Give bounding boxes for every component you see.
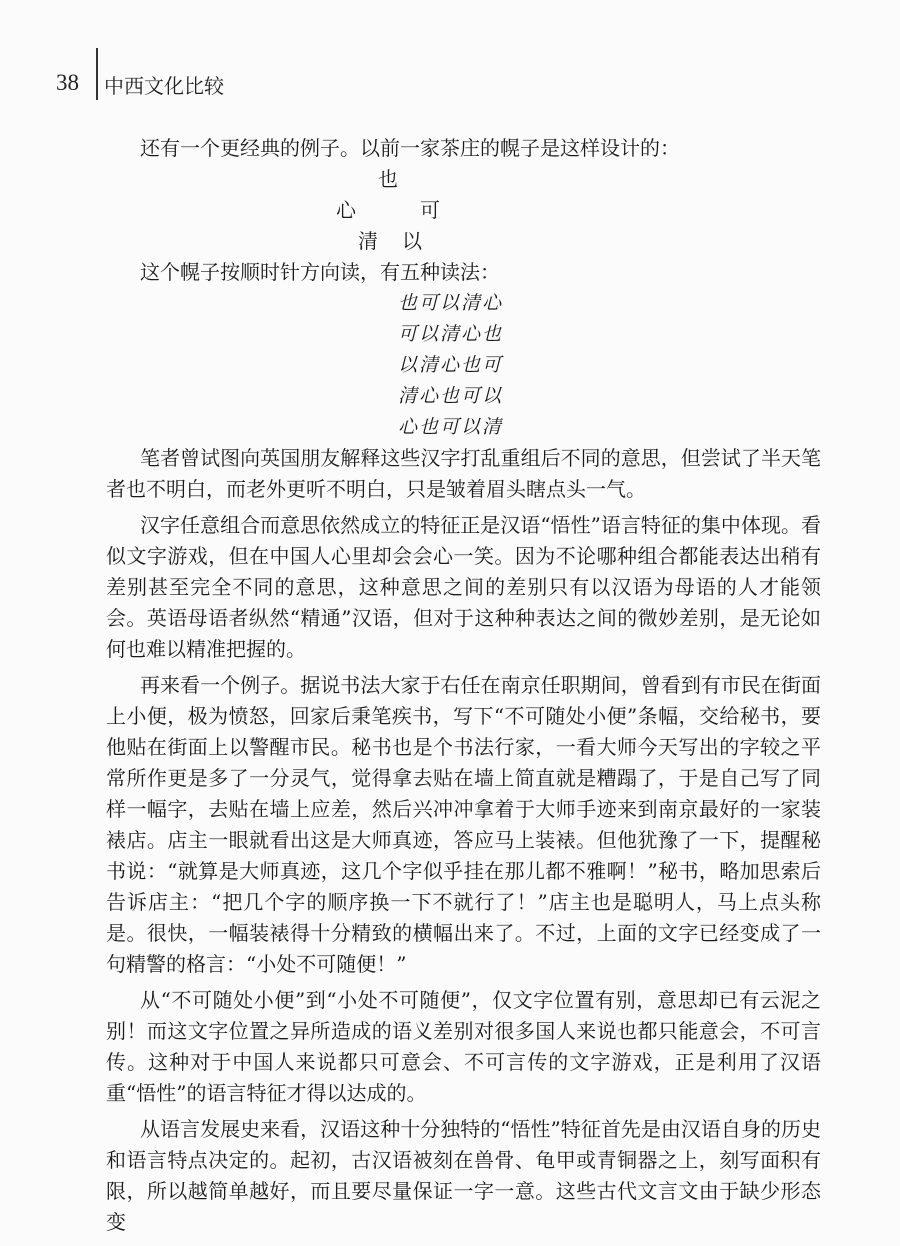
paragraph: 汉字任意组合而意思依然成立的特征正是汉语“悟性”语言特征的集中体现。看似文字游戏，但在中国人心里却会会心一笑。因为不论哪种组合都能表达出稍有差别甚至完全不同的意思，这种意思之间的差别只有以汉语为母语的人才能领会。英语母语者纵然“精通”汉语，但对于这种种表达之间的微妙差别，是无论如何也难以精准把握的。 xyxy=(106,513,821,661)
header-divider xyxy=(96,48,98,100)
plaque-char-left: 心 xyxy=(336,198,356,222)
plaque-char-top: 也 xyxy=(378,167,398,191)
paragraph: 从“不可随处小便”到“小处不可随便”，仅文字位置有别，意思却已有云泥之别！而这文字位置之异所造成的语义差别对很多国人来说也都只能意会，不可言传。这种对于中国人来说都只可意会、不可言传的文字游戏，正是利用了汉语重“悟性”的语言特征才得以达成的。 xyxy=(106,988,821,1105)
plaque-char-right: 可 xyxy=(420,198,440,222)
readings-list xyxy=(106,288,821,443)
plaque-char-bottom-right: 以 xyxy=(402,229,422,253)
reading-item: 可以清心也 xyxy=(398,323,504,345)
reading-item: 也可以清心 xyxy=(398,292,504,314)
running-title: 中西文化比较 xyxy=(104,74,224,98)
reading-item: 心也可以清 xyxy=(398,416,504,438)
page-number: 38 xyxy=(56,70,79,95)
teahouse-plaque xyxy=(106,164,821,257)
reading-item: 以清心也可 xyxy=(398,354,504,376)
paragraph: 笔者曾试图向英国朋友解释这些汉字打乱重组后不同的意思，但尝试了半天笔者也不明白，而老外更听不明白，只是皱着眉头瞎点头一气。 xyxy=(106,446,821,501)
readings-intro: 这个幌子按顺时针方向读，有五种读法： xyxy=(140,260,500,284)
intro-line: 还有一个更经典的例子。以前一家茶庄的幌子是这样设计的： xyxy=(140,136,680,160)
reading-item: 清心也可以 xyxy=(398,385,504,407)
body-text xyxy=(106,133,821,1243)
paragraph: 再来看一个例子。据说书法大家于右任在南京任职期间，曾看到有市民在街面上小便，极为愤怒，回家后秉笔疾书，写下“不可随处小便”条幅，交给秘书，要他贴在街面上以警醒市民。秘书也是个书法行家，一看大师今天写出的字较之平常所作更是多了一分灵气，觉得拿去贴在墙上简直就是糟蹋了，于是自己写了同样一幅字，去贴在墙上应差，然后兴冲冲拿着于大师手迹来到南京最好的一家装裱店。店主一眼就看出这是大师真迹，答应马上装裱。但他犹豫了一下，提醒秘书说：“就算是大师真迹，这几个字似乎挂在那儿都不雅啊！”秘书，略加思索后告诉店主：“把几个字的顺序换一下不就行了！”店主也是聪明人，马上点头称是。很快，一幅装裱得十分精致的横幅出来了。不过，上面的文字已经变成了一句精警的格言：“小处不可随便！” xyxy=(106,673,821,976)
plaque-char-bottom-left: 清 xyxy=(358,229,378,253)
paragraph: 从语言发展史来看，汉语这种十分独特的“悟性”特征首先是由汉语自身的历史和语言特点决定的。起初，古汉语被刻在兽骨、龟甲或青铜器之上，刻写面积有限，所以越简单越好，而且要尽量保证一字一意。这些古代文言文由于缺少形态变 xyxy=(106,1117,821,1234)
